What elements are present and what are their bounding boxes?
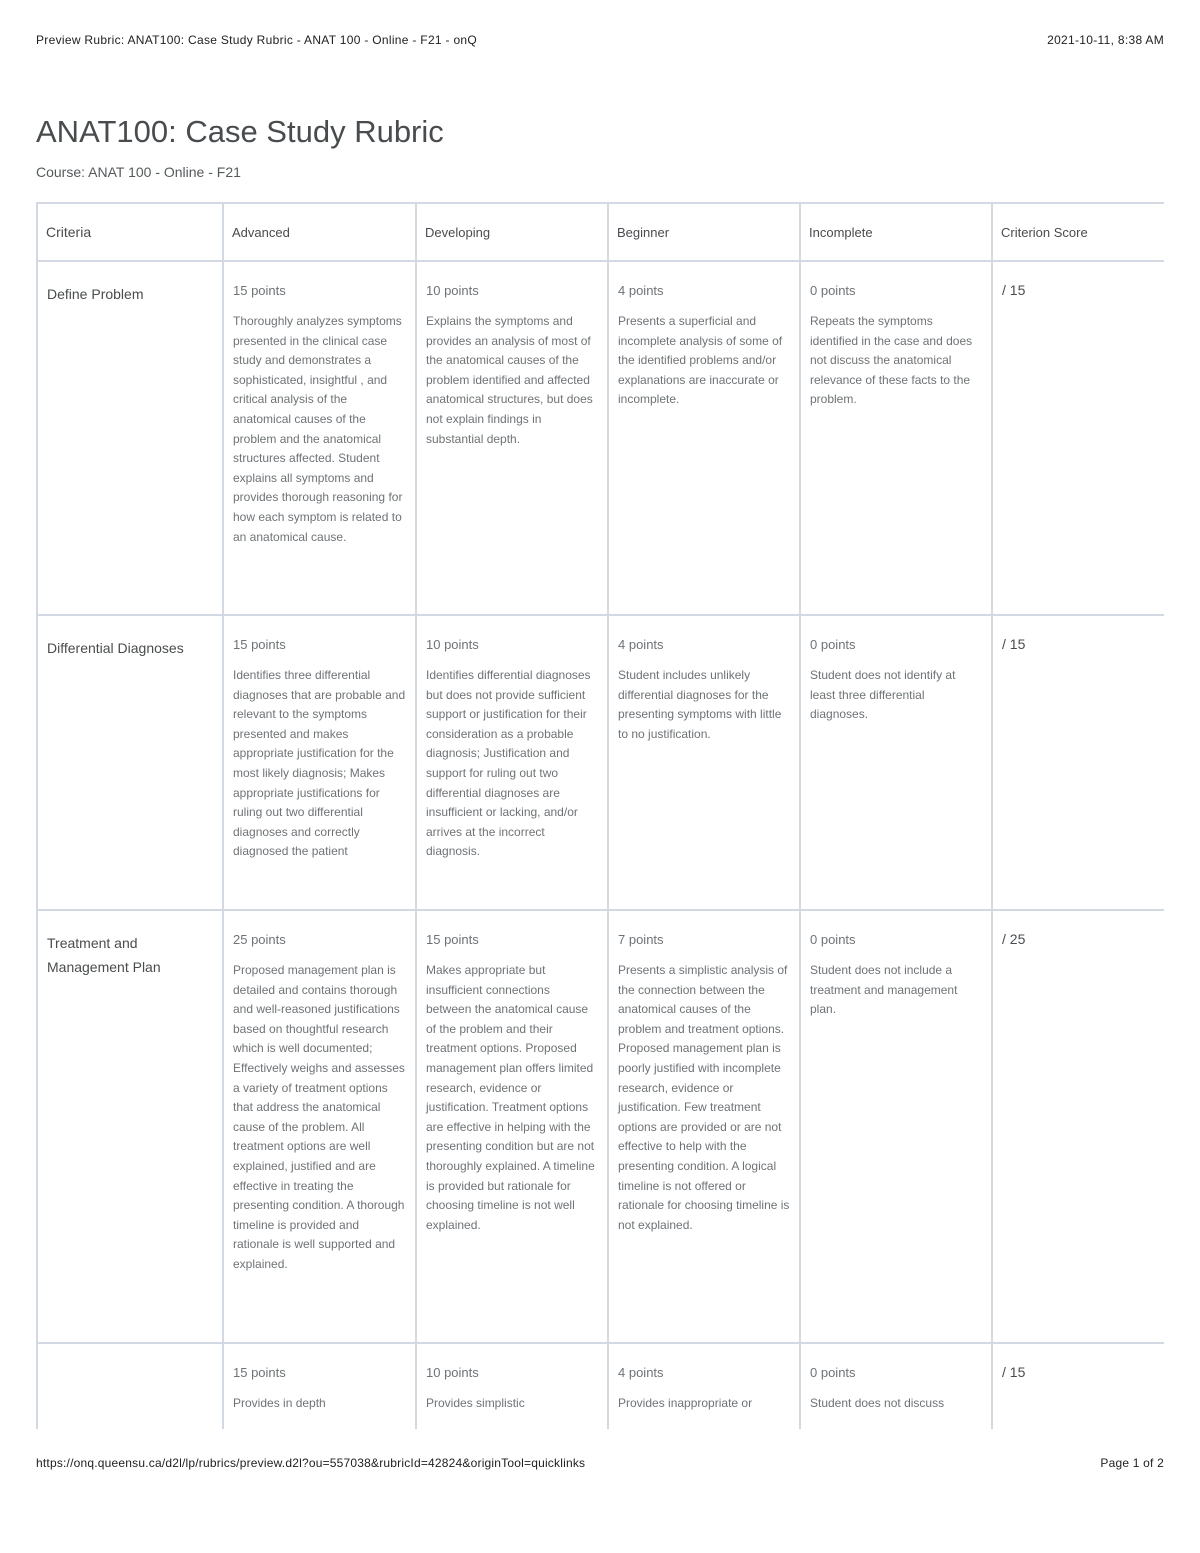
level-points: 15 points bbox=[233, 283, 286, 298]
level-points: 7 points bbox=[618, 932, 664, 947]
level-cell-advanced bbox=[223, 1343, 416, 1429]
level-points: 10 points bbox=[426, 283, 479, 298]
level-cell-incomplete bbox=[800, 615, 992, 910]
level-points: 4 points bbox=[618, 637, 664, 652]
level-cell-beginner bbox=[608, 1343, 800, 1429]
criterion-name: Treatment and Management Plan bbox=[37, 910, 223, 1343]
level-description: Identifies three differential diagnoses that are probable and relevant to the symptoms presented and makes appropriate justification for the most likely diagnosis; Makes appropriate justifications for ruling out two differential diagnoses and correctly diagnosed the patient bbox=[233, 668, 406, 859]
column-header-criteria: Criteria bbox=[37, 203, 223, 261]
print-header-title: Preview Rubric: ANAT100: Case Study Rubric - ANAT 100 - Online - F21 - onQ bbox=[36, 33, 478, 47]
level-points: 15 points bbox=[426, 932, 479, 947]
level-description: Presents a superficial and incomplete analysis of some of the identified problems and/or explanations are inaccurate or incomplete. bbox=[618, 314, 783, 407]
level-points: 0 points bbox=[810, 283, 856, 298]
course-label: Course: ANAT 100 - Online - F21 bbox=[36, 164, 241, 180]
level-cell-developing bbox=[416, 615, 608, 910]
column-header-beginner: Beginner bbox=[608, 203, 800, 261]
criterion-score-cell bbox=[992, 910, 1164, 1343]
page-title: ANAT100: Case Study Rubric bbox=[36, 114, 444, 149]
page-url: https://onq.queensu.ca/d2l/lp/rubrics/preview.d2l?ou=557038&rubricId=42824&originTool=quicklinks bbox=[36, 1456, 586, 1470]
level-points: 15 points bbox=[233, 637, 286, 652]
criterion-row-continued bbox=[37, 1343, 1164, 1429]
level-description: Presents a simplistic analysis of the connection between the anatomical causes of the problem and treatment options. Proposed management plan is poorly justified with incomplete research, evidence or justification. Few treatment options are provided or are not effective to help with the presenting condition. A logical timeline is not offered or rationale for choosing timeline is not explained. bbox=[618, 963, 790, 1232]
print-footer bbox=[36, 1456, 1164, 1470]
level-cell-incomplete bbox=[800, 910, 992, 1343]
level-cell-advanced bbox=[223, 261, 416, 615]
column-header-developing: Developing bbox=[416, 203, 608, 261]
column-header-advanced: Advanced bbox=[223, 203, 416, 261]
level-points: 10 points bbox=[426, 637, 479, 652]
level-cell-developing bbox=[416, 910, 608, 1343]
level-cell-beginner bbox=[608, 910, 800, 1343]
criterion-row-define-problem bbox=[37, 261, 1164, 615]
level-description: Makes appropriate but insufficient connections between the anatomical cause of the problem and their treatment options. Proposed management plan offers limited research, evidence or justification. Treatment options are effective in helping with the presenting condition but are not thoroughly explained. A timeline is provided but rationale for choosing timeline is not well explained. bbox=[426, 963, 595, 1232]
rubric-table bbox=[36, 202, 1164, 1429]
level-points: 0 points bbox=[810, 932, 856, 947]
level-description: Student does not include a treatment and management plan. bbox=[810, 963, 958, 1017]
level-cell-advanced bbox=[223, 615, 416, 910]
rubric-container bbox=[36, 202, 1164, 1429]
level-description: Identifies differential diagnoses but does not provide sufficient support or justification for their consideration as a probable diagnosis; Justification and support for ruling out two differential diagnoses are insufficient or lacking, and/or arrives at the incorrect diagnosis. bbox=[426, 668, 591, 859]
level-points: 0 points bbox=[810, 637, 856, 652]
level-points: 10 points bbox=[426, 1365, 479, 1380]
criterion-score-cell bbox=[992, 1343, 1164, 1429]
criterion-name: Define Problem bbox=[37, 261, 223, 615]
level-description: Provides simplistic bbox=[426, 1396, 525, 1410]
level-cell-developing bbox=[416, 261, 608, 615]
level-cell-beginner bbox=[608, 261, 800, 615]
criterion-row-differential-diagnoses bbox=[37, 615, 1164, 910]
level-description: Proposed management plan is detailed and contains thorough and well-reasoned justifications based on thoughtful research which is well documented; Effectively weighs and assesses a variety of treatment options that address the anatomical cause of the problem. All treatment options are well explained, justified and are effective in treating the presenting condition. A thorough timeline is provided and rationale is well supported and explained. bbox=[233, 963, 405, 1271]
level-cell-advanced bbox=[223, 910, 416, 1343]
criterion-score-cell bbox=[992, 261, 1164, 615]
level-points: 0 points bbox=[810, 1365, 856, 1380]
level-description: Explains the symptoms and provides an analysis of most of the anatomical causes of the problem identified and affected anatomical structures, but does not explain findings in substantial depth. bbox=[426, 314, 593, 446]
criterion-score: / 15 bbox=[1002, 1364, 1026, 1380]
criterion-score: / 15 bbox=[1002, 636, 1026, 652]
level-points: 25 points bbox=[233, 932, 286, 947]
level-points: 15 points bbox=[233, 1365, 286, 1380]
column-header-criterion-score: Criterion Score bbox=[992, 203, 1164, 261]
level-points: 4 points bbox=[618, 1365, 664, 1380]
level-description: Provides in depth bbox=[233, 1396, 326, 1410]
page-number: Page 1 of 2 bbox=[1100, 1456, 1164, 1470]
level-cell-incomplete bbox=[800, 1343, 992, 1429]
print-header bbox=[36, 33, 1164, 47]
criterion-score-cell bbox=[992, 615, 1164, 910]
criterion-score: / 25 bbox=[1002, 931, 1026, 947]
criterion-score: / 15 bbox=[1002, 282, 1026, 298]
rubric-header-row bbox=[37, 203, 1164, 261]
level-description: Thoroughly analyzes symptoms presented in the clinical case study and demonstrates a sophisticated, insightful , and critical analysis of the anatomical causes of the problem and the anatomical structures affected. Student explains all symptoms and provides thorough reasoning for how each symptom is related to an anatomical cause. bbox=[233, 314, 403, 544]
level-description: Repeats the symptoms identified in the case and does not discuss the anatomical relevance of these facts to the problem. bbox=[810, 314, 973, 407]
print-header-timestamp: 2021-10-11, 8:38 AM bbox=[1047, 33, 1164, 47]
level-description: Student does not discuss bbox=[810, 1396, 945, 1410]
level-cell-incomplete bbox=[800, 261, 992, 615]
criterion-row-treatment-plan bbox=[37, 910, 1164, 1343]
column-header-incomplete: Incomplete bbox=[800, 203, 992, 261]
criterion-name bbox=[37, 1343, 223, 1429]
level-cell-beginner bbox=[608, 615, 800, 910]
level-description: Student includes unlikely differential diagnoses for the presenting symptoms with little to no justification. bbox=[618, 668, 782, 741]
level-cell-developing bbox=[416, 1343, 608, 1429]
level-points: 4 points bbox=[618, 283, 664, 298]
level-description: Provides inappropriate or bbox=[618, 1396, 753, 1410]
criterion-name: Differential Diagnoses bbox=[37, 615, 223, 910]
level-description: Student does not identify at least three differential diagnoses. bbox=[810, 668, 956, 722]
